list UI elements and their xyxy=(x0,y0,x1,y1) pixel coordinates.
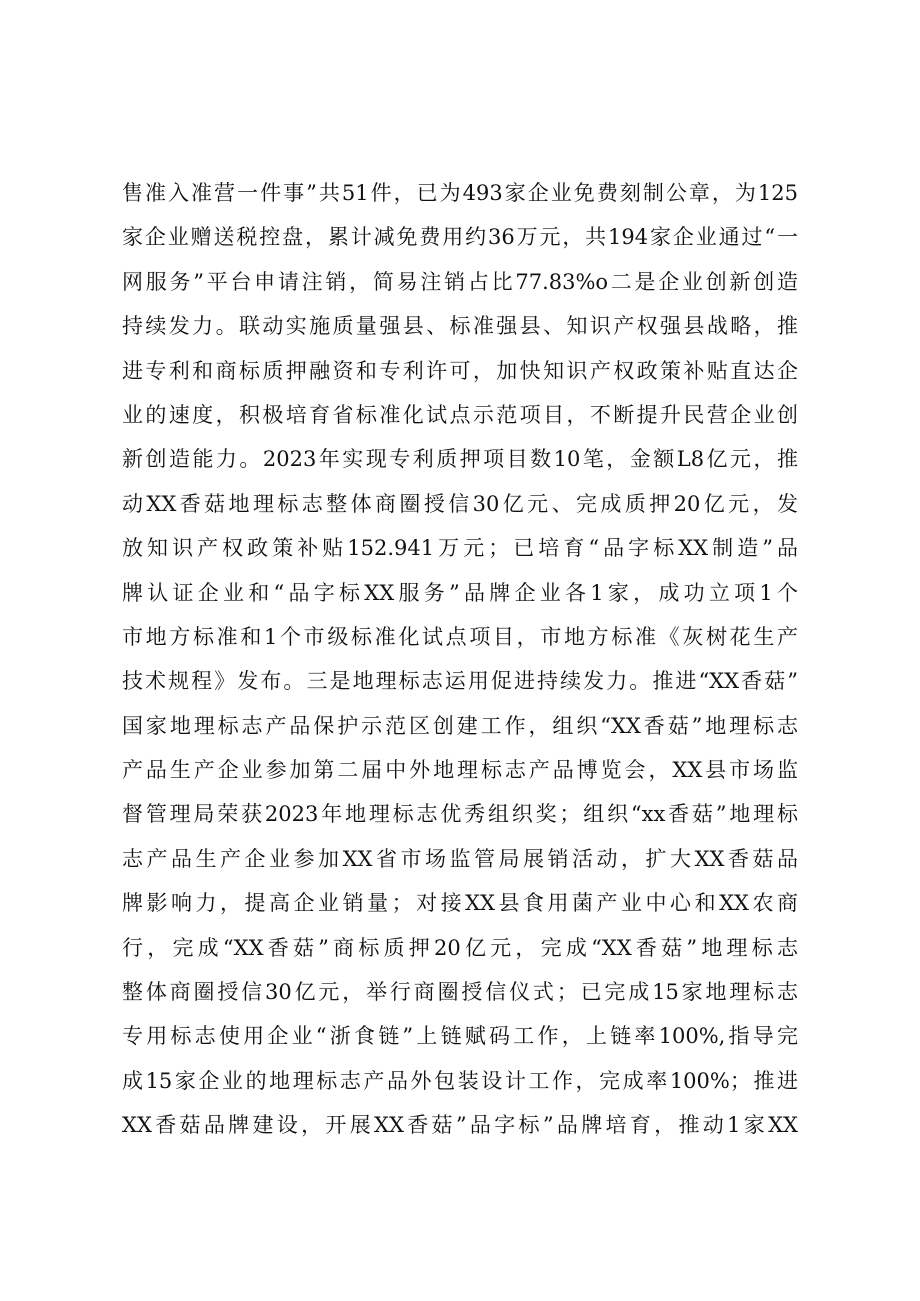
text-line: 整体商圈授信30亿元，举行商圈授信仪式；已完成15家地理标志 xyxy=(122,980,798,1005)
text-line: 售准入准营一件事”共51件，已为493家企业免费刻制公章，为125 xyxy=(122,181,798,205)
text-line: 行，完成“XX香菇”商标质押20亿元，完成“XX香菇”地理标志 xyxy=(122,935,798,960)
text-line: 督管理局荣获2023年地理标志优秀组织奖；组织“xx香菇”地理标 xyxy=(122,802,798,827)
text-line: 持续发力。联动实施质量强县、标准强县、知识产权强县战略，推 xyxy=(122,314,798,339)
text-line: 成15家企业的地理标志产品外包装设计工作，完成率100%；推进 xyxy=(122,1068,798,1093)
text-line: 产品生产企业参加第二届中外地理标志产品博览会，XX县市场监 xyxy=(122,758,798,783)
text-line: XX香菇品牌建设，开展XX香菇”品字标”品牌培育，推动1家XX xyxy=(122,1113,798,1138)
text-line: 牌认证企业和“品字标XX服务”品牌企业各1家，成功立项1个 xyxy=(122,580,798,605)
text-line: 新创造能力。2023年实现专利质押项目数10笔，金额L8亿元，推 xyxy=(122,447,798,472)
text-line: 家企业赠送税控盘，累计减免费用约36万元，共194家企业通过“一 xyxy=(122,225,798,250)
text-line: 网服务”平台申请注销，简易注销占比77.83%o二是企业创新创造 xyxy=(122,269,798,294)
text-line: 进专利和商标质押融资和专利许可，加快知识产权政策补贴直达企 xyxy=(122,358,798,383)
text-line: 国家地理标志产品保护示范区创建工作，组织“XX香菇”地理标志 xyxy=(122,713,798,738)
text-line: 业的速度，积极培育省标准化试点示范项目，不断提升民营企业创 xyxy=(122,402,798,427)
text-line: 市地方标准和1个市级标准化试点项目，市地方标准《灰树花生产 xyxy=(122,624,798,649)
text-line: 动XX香菇地理标志整体商圈授信30亿元、完成质押20亿元，发 xyxy=(122,491,798,516)
text-line: 技术规程》发布。三是地理标志运用促进持续发力。推进“XX香菇” xyxy=(122,669,798,694)
text-line: 志产品生产企业参加XX省市场监管局展销活动，扩大XX香菇品 xyxy=(122,846,798,871)
text-line: 放知识产权政策补贴152.941万元；已培育“品字标XX制造”品 xyxy=(122,536,798,561)
text-line: 牌影响力，提高企业销量；对接XX县食用菌产业中心和XX农商 xyxy=(122,891,798,916)
text-line: 专用标志使用企业“浙食链”上链赋码工作，上链率100%,指导完 xyxy=(122,1024,798,1049)
body-paragraph xyxy=(122,171,798,1148)
